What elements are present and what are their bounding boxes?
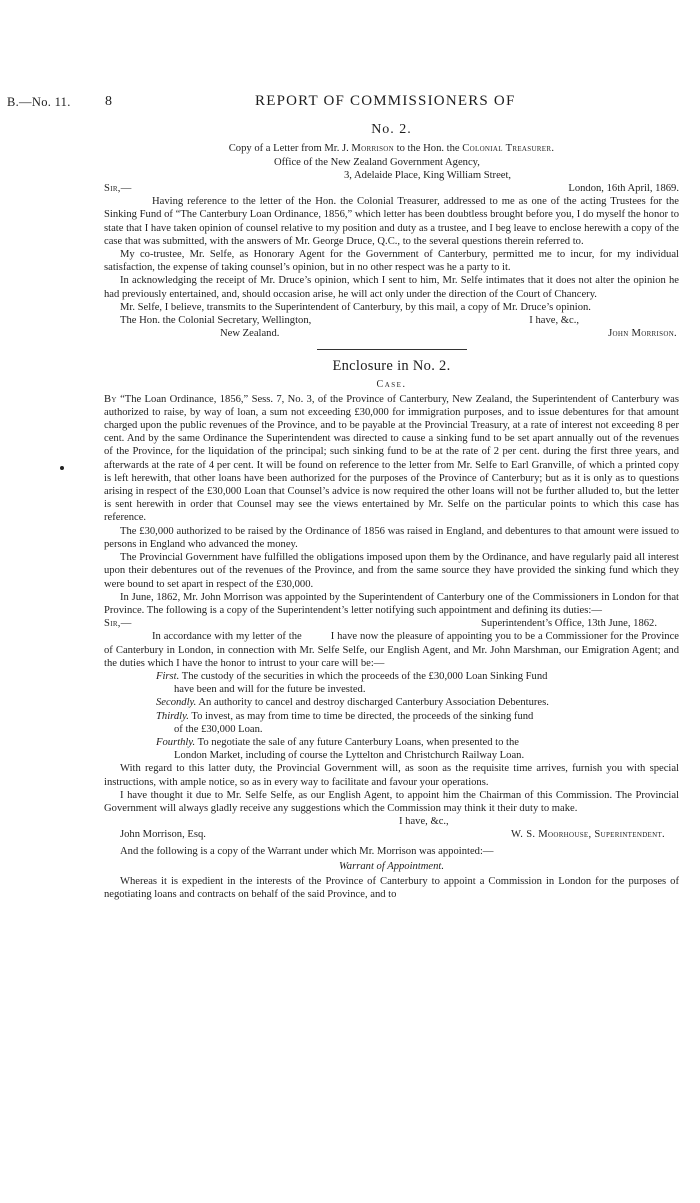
supt-paragraph-latter-duty: With regard to this latter duty, the Provincial Government will, as soon as the requisite time arrives, furnish you with special instructions, with ample notice, so as in every way to facilitate and favour your operations.	[104, 763, 679, 788]
letter-closing-row	[104, 314, 679, 327]
running-title: REPORT OF COMMISSIONERS OF	[255, 93, 516, 109]
duty-fourth	[104, 736, 679, 762]
letter-heading: No. 2.	[371, 122, 412, 137]
duty-second	[104, 696, 679, 709]
caption-sender: Morrison	[351, 143, 394, 154]
letter-paragraph-4: Mr. Selfe, I believe, transmits to the Superintendent of Canterbury, by this mail, a copy of Mr. Druce’s opinion.	[120, 301, 591, 313]
case-label: Case.	[376, 379, 407, 391]
letter-paragraph-3: In acknowledging the receipt of Mr. Druce’s opinion, which I sent to him, Mr. Selfe intimates that it does not alter the opinion he had previously entertained, and, should occasion arise, he will act only under the direction of the Court of Chancery.	[104, 275, 679, 300]
duty-text: To negotiate the sale of any future Canterbury Loans, when presented to the	[197, 736, 519, 748]
document-body	[104, 121, 682, 901]
supt-signature-row	[104, 828, 679, 841]
salutation: Sir,—	[104, 183, 132, 195]
enclosure-heading: Enclosure in No. 2.	[332, 358, 451, 375]
supt-intro: In accordance with my letter of the I have now the pleasure of appointing you to be a Commissioner for the Province of Canterbury in London, in connection with Mr. Selfe Selfe, our English Agent, and Mr. John Marshman, our Emigration Agent; and the duties which I have the honor to intrust to your care will be:—	[104, 631, 682, 669]
duty-label: First.	[156, 670, 180, 682]
letter-paragraph-2: My co-trustee, Mr. Selfe, as Honorary Agent for the Government of Canterbury, permitted me to incur, for my individual satisfaction, the expense of taking counsel’s opinion, but in no other respect was he a party to it.	[104, 249, 679, 274]
case-opening-word: By	[104, 393, 117, 405]
duty-text-cont: of the £30,000 Loan.	[174, 723, 263, 735]
addressee-country: New Zealand.	[220, 328, 280, 340]
caption-recipient: Colonial Treasurer.	[462, 143, 555, 154]
duty-first	[104, 670, 679, 696]
supt-closing: I have, &c.,	[399, 816, 449, 828]
letter-caption	[104, 142, 679, 155]
supt-salutation-row	[104, 617, 679, 630]
duty-text: An authority to cancel and destroy discharged Canterbury Association Debentures.	[198, 697, 549, 709]
duty-label: Secondly.	[156, 697, 197, 709]
case-paragraph-2: The £30,000 authorized to be raised by the Ordinance of 1856 was raised in England, and debentures to that amount were issued to persons in England who advanced the money.	[104, 525, 679, 550]
caption-text-mid: to the Hon. the	[396, 143, 460, 154]
duty-third	[104, 710, 679, 736]
address-line-1: Office of the New Zealand Government Agency,	[274, 157, 480, 169]
warrant-heading: Warrant of Appointment.	[338, 860, 445, 872]
case-paragraph-3: The Provincial Government have fulfilled the obligations imposed upon them by the Ordinance, and have regularly paid all interest upon their debentures out of the revenues of the Province, and from the same source they have provided the sinking fund which they were bound to set apart in respect of the £30,000.	[104, 552, 679, 590]
section-divider	[317, 349, 467, 350]
margin-mark	[60, 466, 64, 470]
supt-signature: W. S. Moorhouse, Superintendent.	[510, 829, 665, 841]
warrant-paragraph-1: Whereas it is expedient in the interests of the Province of Canterbury to appoint a Commission in London for the purposes of negotiating loans and contracts on behalf of the said Province, and to	[104, 875, 679, 901]
addressee: The Hon. the Colonial Secretary, Wellington,	[120, 315, 312, 327]
duty-label: Thirdly.	[156, 710, 189, 722]
supt-office-date: Superintendent’s Office, 13th June, 1862.	[480, 618, 657, 630]
supt-addressee: John Morrison, Esq.	[120, 829, 206, 841]
caption-text: Copy of a Letter from Mr. J.	[228, 143, 349, 154]
closing: I have, &c.,	[529, 315, 579, 327]
paper-reference: B.—No. 11.	[7, 95, 71, 109]
duty-text-cont: have been and will for the future be invested.	[174, 684, 366, 696]
warrant-intro: And the following is a copy of the Warrant under which Mr. Morrison was appointed:—	[120, 845, 494, 857]
letter-paragraph-1: Having reference to the letter of the Hon. the Colonial Treasurer, addressed to me as one of the acting Trustees for the Sinking Fund of “The Canterbury Loan Ordinance, 1856,” which letter has been doubtless brought before you, I do myself the honor to state that I have taken opinion of counsel relative to my position and duty as a trustee, and I beg leave to enclose herewith a copy of the case that was submitted, with the answers of Mr. George Druce, Q.C., to the several questions therein referred to.	[104, 196, 679, 247]
signature: John Morrison.	[608, 328, 677, 340]
supt-paragraph-chairman: I have thought it due to Mr. Selfe Selfe, as our English Agent, to appoint him the Chairman of this Commission. The Provincial Government will always gladly receive any suggestions which the Commission may think it their duty to make.	[104, 789, 679, 814]
salutation-row	[104, 182, 679, 195]
letter-signature-row	[104, 327, 679, 340]
case-paragraph-4: In June, 1862, Mr. John Morrison was appointed by the Superintendent of Canterbury one of the Commissioners in London for that Province. The following is a copy of the Superintendent’s letter notifying such appointment and defining its duties:—	[104, 591, 679, 616]
duty-text: To invest, as may from time to time be directed, the proceeds of the sinking fund	[191, 710, 534, 722]
duty-text: The custody of the securities in which the proceeds of the £30,000 Loan Sinking Fund	[181, 670, 548, 682]
sender-address	[274, 157, 679, 182]
duty-label: Fourthly.	[156, 736, 196, 748]
page-number: 8	[105, 94, 112, 109]
letter-date: London, 16th April, 1869.	[568, 183, 679, 195]
duty-text-cont: London Market, including of course the Lyttelton and Christchurch Railway Loan.	[174, 750, 525, 762]
supt-salutation: Sir,—	[104, 618, 132, 630]
case-text-1: “The Loan Ordinance, 1856,” Sess. 7, No. 3, of the Province of Canterbury, New Zealand, the Superintendent of Canterbury was authorized to raise, by way of loan, a sum not exceeding £30,000 for immigration purposes, and to issue debentures for that amount charged upon the public revenues of the Province, and to be payable at the Provincial Treasury, at a rate of interest not exceeding 8 per cent. And by the same Ordinance the Superintendent was directed to cause a sinking fund to be set apart annually out of the revenues of the Province, for the liquidation of the principal; such sinking fund to be at the rate of 2 per cent. during the first three years, and afterwards at the rate of 4 per cent. It will be found on reference to the letter from Mr. Selfe to Earl Granville, of which a printed copy is left herewith, that other loans have been authorized for the purposes of the Province of Canterbury; but as it is only as to questions arising in respect of the £30,000 Loan that Counsel’s advice is now required the other loans will not be further alluded to, but the letter is sent herewith in order that Counsel may see the views entertained by Mr. Selfe on the particular points to which this case has reference.	[104, 393, 679, 524]
case-paragraph-1	[104, 393, 679, 525]
address-line-2: 3, Adelaide Place, King William Street,	[344, 169, 512, 181]
